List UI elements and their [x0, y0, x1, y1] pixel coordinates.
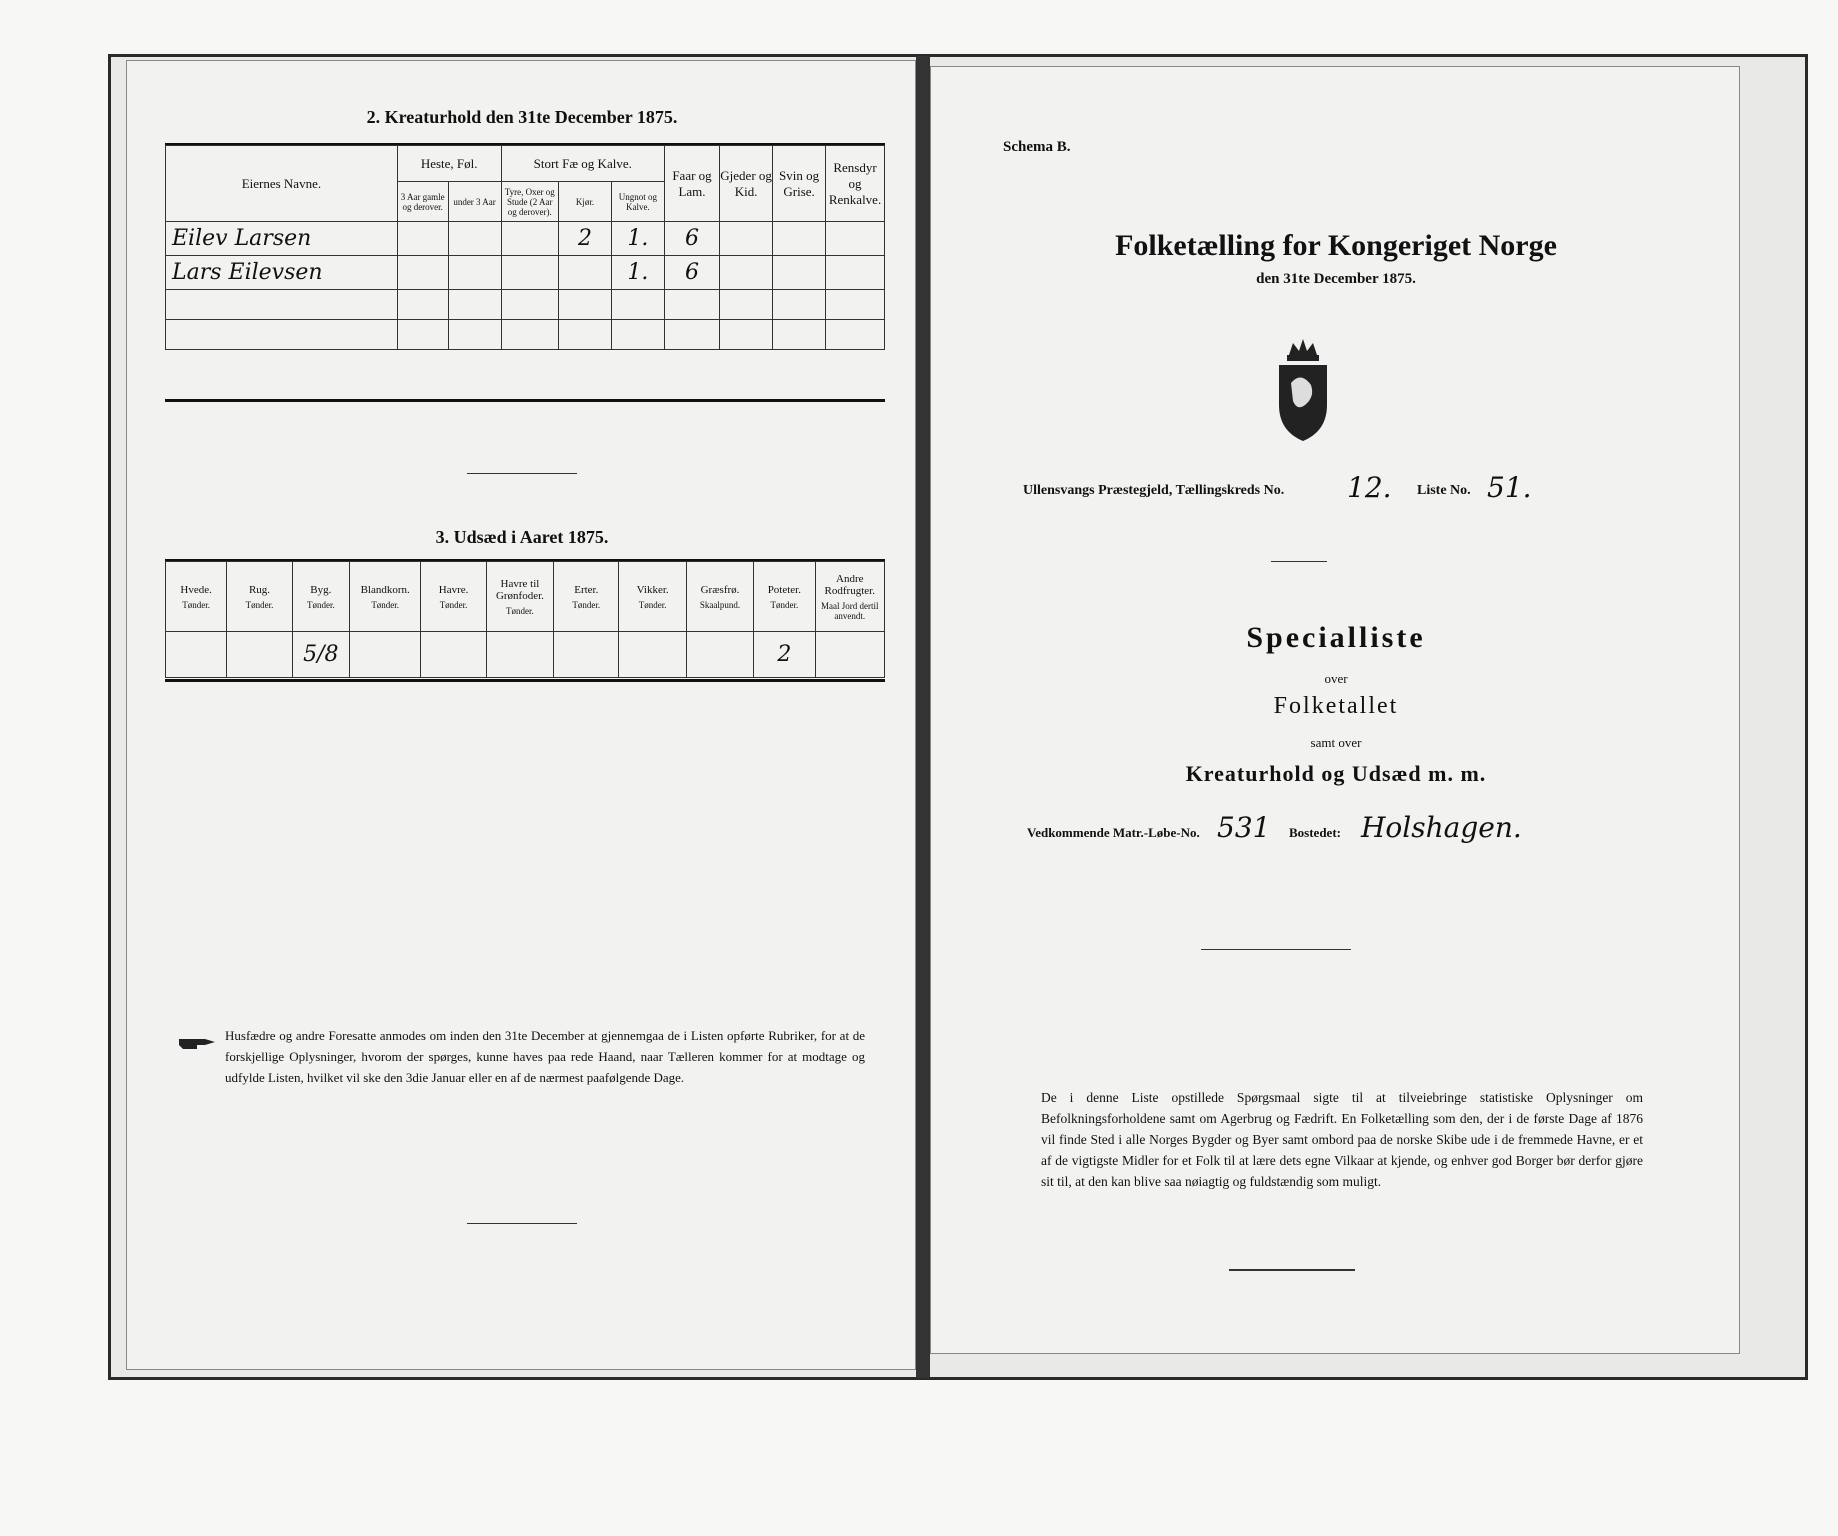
page-subtitle: den 31te December 1875. — [1256, 271, 1416, 287]
udsaed-header-label: Byg. — [310, 583, 332, 596]
heste-b-header: under 3 Aar — [448, 182, 501, 222]
matr-number: 531 — [1217, 811, 1271, 844]
udsaed-bottom-rule — [165, 679, 885, 682]
udsaed-title: 3. Udsæd i Aaret 1875. — [435, 527, 609, 547]
table-row — [166, 290, 885, 320]
gjeder-header: Gjeder og Kid. — [720, 146, 773, 222]
kreatur-title: 2. Kreaturhold den 31te December 1875. — [366, 107, 678, 127]
over-text: over — [1324, 671, 1348, 686]
divider — [467, 1223, 577, 1224]
udsaed-header-label: Andre Rodfrugter. — [824, 572, 875, 597]
stort-header: Stort Fæ og Kalve. — [501, 146, 664, 182]
udsaed-header-unit: Tønder. — [572, 599, 601, 610]
udsaed-value — [421, 632, 486, 678]
pointing-hand-icon — [177, 1033, 217, 1053]
page-title: Folketælling for Kongeriget Norge — [1115, 229, 1557, 262]
coat-of-arms-icon — [1271, 335, 1335, 445]
udsaed-header-unit: Tønder. — [638, 599, 667, 610]
bosted-value: Holshagen. — [1361, 811, 1522, 844]
info-paragraph: De i denne Liste opstillede Spørgsmaal sigte til at tilveiebringe statistiske Oplysninger om Befolkningsforholdene samt om Agerbrug og Fædrift. En Folketælling som den, der i de første Dage af 1876 vil finde Sted i alle Norges Bygder og Byer samt ombord paa de norske Skibe ude i de fremmede Havne, er et af de vigtigste Midler for et Folk til at lære dets egne Vilkaar at kjende, og enhver god Borger bør derfor gjøre sit til, at den kan blive saa nøiagtig og fuldstændig som muligt. — [1041, 1090, 1643, 1189]
udsaed-header-label: Havre til Grønfoder. — [495, 577, 544, 602]
udsaed-header-unit: Tønder. — [439, 599, 468, 610]
kjor-value: 2 — [558, 222, 611, 256]
udsaed-header-label: Rug. — [248, 583, 271, 596]
udsaed-header-label: Græsfrø. — [700, 583, 740, 596]
owner-name: Eilev Larsen — [166, 222, 398, 256]
udsaed-header-unit: Tønder. — [245, 599, 274, 610]
udsaed-header-cell — [686, 562, 753, 632]
udsaed-header-unit: Tønder. — [182, 599, 211, 610]
udsaed-header-unit: Tønder. — [506, 605, 534, 616]
udsaed-header-cell — [815, 562, 884, 632]
divider — [1271, 561, 1327, 562]
udsaed-value — [686, 632, 753, 678]
liste-label: Liste No. — [1417, 483, 1471, 498]
udsaed-value — [815, 632, 884, 678]
left-page — [126, 60, 916, 1370]
rensdyr-header: Rensdyr og Renkalve. — [826, 146, 885, 222]
stort-b-header: Kjør. — [558, 182, 611, 222]
names-header: Eiernes Navne. — [166, 146, 398, 222]
udsaed-header-label: Havre. — [438, 583, 469, 596]
udsaed-header-cell — [554, 562, 619, 632]
udsaed-header-unit: Tønder. — [371, 599, 400, 610]
ungnot-value: 1. — [611, 222, 664, 256]
table-row — [166, 320, 885, 350]
udsaed-header-cell — [754, 562, 815, 632]
udsaed-value — [227, 632, 292, 678]
table-row — [166, 256, 885, 290]
table-bottom-rule — [165, 399, 885, 402]
kjor-value — [558, 256, 611, 290]
folketallet-heading: Folketallet — [1273, 693, 1399, 719]
notice-text: Husfædre og andre Foresatte anmodes om inden den 31te December at gjennemgaa de i Listen opførte Rubriker, for at de forskjellige Oplysninger, hvorom der spørges, kunne haves paa rede Haand, naar Tælleren kommer for at modtage og udfylde Listen, hvilket vil ske den 3die Januar eller en af de nærmest paafølgende Dage. — [225, 1028, 865, 1085]
stort-a-header: Tyre, Oxer og Stude (2 Aar og derover). — [501, 182, 558, 222]
table-row — [166, 222, 885, 256]
divider — [1229, 1269, 1355, 1271]
kreaturhold-heading: Kreaturhold og Udsæd m. m. — [1185, 761, 1487, 786]
bosted-label: Bostedet: — [1289, 825, 1341, 840]
right-page — [930, 66, 1740, 1354]
kreatur-table — [165, 145, 885, 350]
udsaed-header-unit: Skaalpund. — [699, 599, 741, 610]
udsaed-header-cell — [421, 562, 486, 632]
udsaed-table — [165, 561, 885, 678]
udsaed-header-unit: Maal Jord dertil anvendt. — [821, 600, 879, 621]
udsaed-value — [619, 632, 686, 678]
owner-name: Lars Eilevsen — [166, 256, 398, 290]
ungnot-value: 1. — [611, 256, 664, 290]
udsaed-header-label: Poteter. — [767, 583, 801, 596]
samt-over-text: samt over — [1310, 735, 1362, 750]
specialliste-heading: Specialliste — [1246, 621, 1426, 654]
book-spine — [916, 56, 930, 1378]
udsaed-header-label: Erter. — [574, 583, 599, 596]
udsaed-value — [166, 632, 227, 678]
liste-number: 51. — [1487, 471, 1532, 504]
udsaed-header-cell — [619, 562, 686, 632]
udsaed-header-cell — [486, 562, 553, 632]
heste-a-header: 3 Aar gamle og derover. — [397, 182, 448, 222]
stort-c-header: Ungnot og Kalve. — [611, 182, 664, 222]
heste-header: Heste, Føl. — [397, 146, 501, 182]
faar-header: Faar og Lam. — [664, 146, 719, 222]
divider — [1201, 949, 1351, 950]
prestegjeld-label: Ullensvangs Præstegjeld, Tællingskreds No. — [1023, 483, 1285, 498]
faar-value: 6 — [664, 256, 719, 290]
udsaed-value — [554, 632, 619, 678]
udsaed-header-unit: Tønder. — [770, 599, 799, 610]
matr-label: Vedkommende Matr.-Løbe-No. — [1027, 825, 1200, 840]
udsaed-header-cell — [166, 562, 227, 632]
faar-value: 6 — [664, 222, 719, 256]
svin-header: Svin og Grise. — [773, 146, 826, 222]
udsaed-value: 2 — [754, 632, 815, 678]
schema-label: Schema B. — [1003, 139, 1071, 155]
divider — [467, 473, 577, 474]
udsaed-value: 5/8 — [292, 632, 349, 678]
udsaed-header-label: Vikker. — [636, 583, 669, 596]
udsaed-value — [486, 632, 553, 678]
udsaed-header-label: Blandkorn. — [360, 583, 410, 596]
udsaed-header-unit: Tønder. — [306, 599, 335, 610]
kreds-number: 12. — [1347, 471, 1392, 504]
udsaed-header-cell — [227, 562, 292, 632]
udsaed-header-label: Hvede. — [180, 583, 212, 596]
udsaed-header-cell — [292, 562, 349, 632]
udsaed-header-cell — [350, 562, 421, 632]
udsaed-value — [350, 632, 421, 678]
